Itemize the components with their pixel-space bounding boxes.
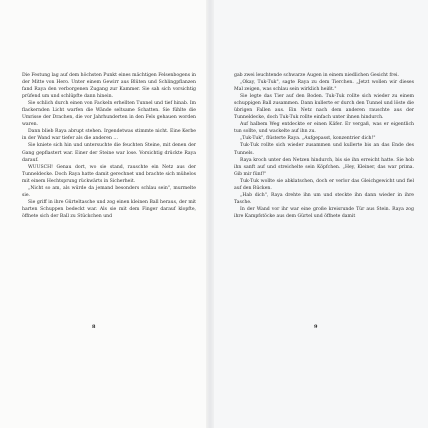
paragraph: „Tuk-Tuk", flüsterte Raya. „Aufgepasst, konzentrier dich!" (240, 136, 376, 142)
paragraph: „Hab dich", Raya drehte ihn um und steckte ihn dann wieder in ihre Tasche. (234, 192, 414, 205)
paragraph: gab zwei leuchtende schwarze Augen in einem niedlichen Gesicht frei. (234, 73, 399, 78)
paragraph: WUUSCH! Genau dort, wo sie stand, rauschte ein Netz aus der Tunneldecke. Doch Raya hatte damit gerechnet und brachte sich mühelos mit einem Hechtsprung rückwärts in Sicherheit. (22, 164, 196, 184)
paragraph: In der Wand vor ihr war eine große kreisrunde Tür aus Stein. Raya zog ihre Kampfstöcke aus dem Gürtel und öffnete damit (234, 206, 414, 219)
paragraph: Sie legte das Tier auf den Boden. Tuk-Tuk rollte sich wieder zu einem schuppigen Ball zusammen. Dann kullerte er durch den Tunnel und löste die übrigen Fallen aus. Ein Netz nach dem anderen rauschte aus der Tunneldecke, doch Tuk-Tuk rollte einfach unter ihnen hindurch. (234, 94, 414, 121)
paragraph: Die Festung lag auf dem höchsten Punkt eines mächtigen Felsenbogens in der Mitte von Hero. Unter einem Gewirr aus Blüten und Schlingpflanzen fand Raya den verborgenen Zugang zur Kammer. Sie sah sich vorsichtig prüfend um und schlüpfte dann hinein. (22, 73, 196, 100)
page-number-left: 8 (92, 324, 96, 330)
book-gutter (206, 0, 214, 428)
paragraph: Raya kroch unter den Netzen hindurch, bis sie ihn erreicht hatte. Sie hob ihn sanft auf und streichelte sein Köpfchen. „Hey, Kleiner, das war prima. Gib mir fünf!" (234, 157, 414, 177)
paragraph: Auf halbem Weg entdeckte er einen Käfer. Er vergaß, was er eigentlich tun sollte, und wackelte auf ihn zu. (234, 122, 414, 135)
paragraph: Tuk-Tuk rollte sich wieder zusammen und kullerte bis an das Ende des Tunnels. (234, 143, 414, 156)
paragraph: Dann blieb Raya abrupt stehen. Irgendetwas stimmte nicht. Eine Kerbe in der Wand war tiefer als die anderen … (22, 129, 196, 142)
right-page-text (234, 72, 414, 220)
paragraph: „Okay, Tuk-Tuk", sagte Raya zu dem Tierchen. „Jetzt wollen wir dieses Mal zeigen, was schlau sein wirklich heißt." (234, 80, 414, 93)
left-page (0, 0, 206, 428)
paragraph: Sie schlich durch einen von Fackeln erhellten Tunnel und tief hinab. Im flackernden Licht warfen die Wände seltsame Schatten. Sie fühlte die Umrisse der Drachen, die vor Jahrhunderten in den Fels gehauen worden waren. (22, 101, 196, 128)
page-number-right: 9 (314, 324, 318, 330)
paragraph: Tuk-Tuk wollte sie abklatschen, doch er verlor das Gleichgewicht und fiel auf den Rücken. (234, 178, 414, 191)
right-page (214, 0, 428, 428)
paragraph: Sie griff in ihre Gürteltasche und zog einen kleinen Ball heraus, der mit harten Schuppen bedeckt war. Als sie mit dem Finger darauf klopfte, öffnete sich der Ball zu Stückchen und (22, 199, 196, 219)
paragraph: „Nicht so am, als würde da jemand besonders schlau sein", murmelte sie. (22, 185, 196, 198)
paragraph: Sie kniete sich hin und untersuchte die feuchten Steine, mit denen der Gang gepflastert war. Einer der Steine war lose. Vorsichtig drückte Raya darauf. (22, 143, 196, 163)
left-page-text (22, 72, 196, 220)
